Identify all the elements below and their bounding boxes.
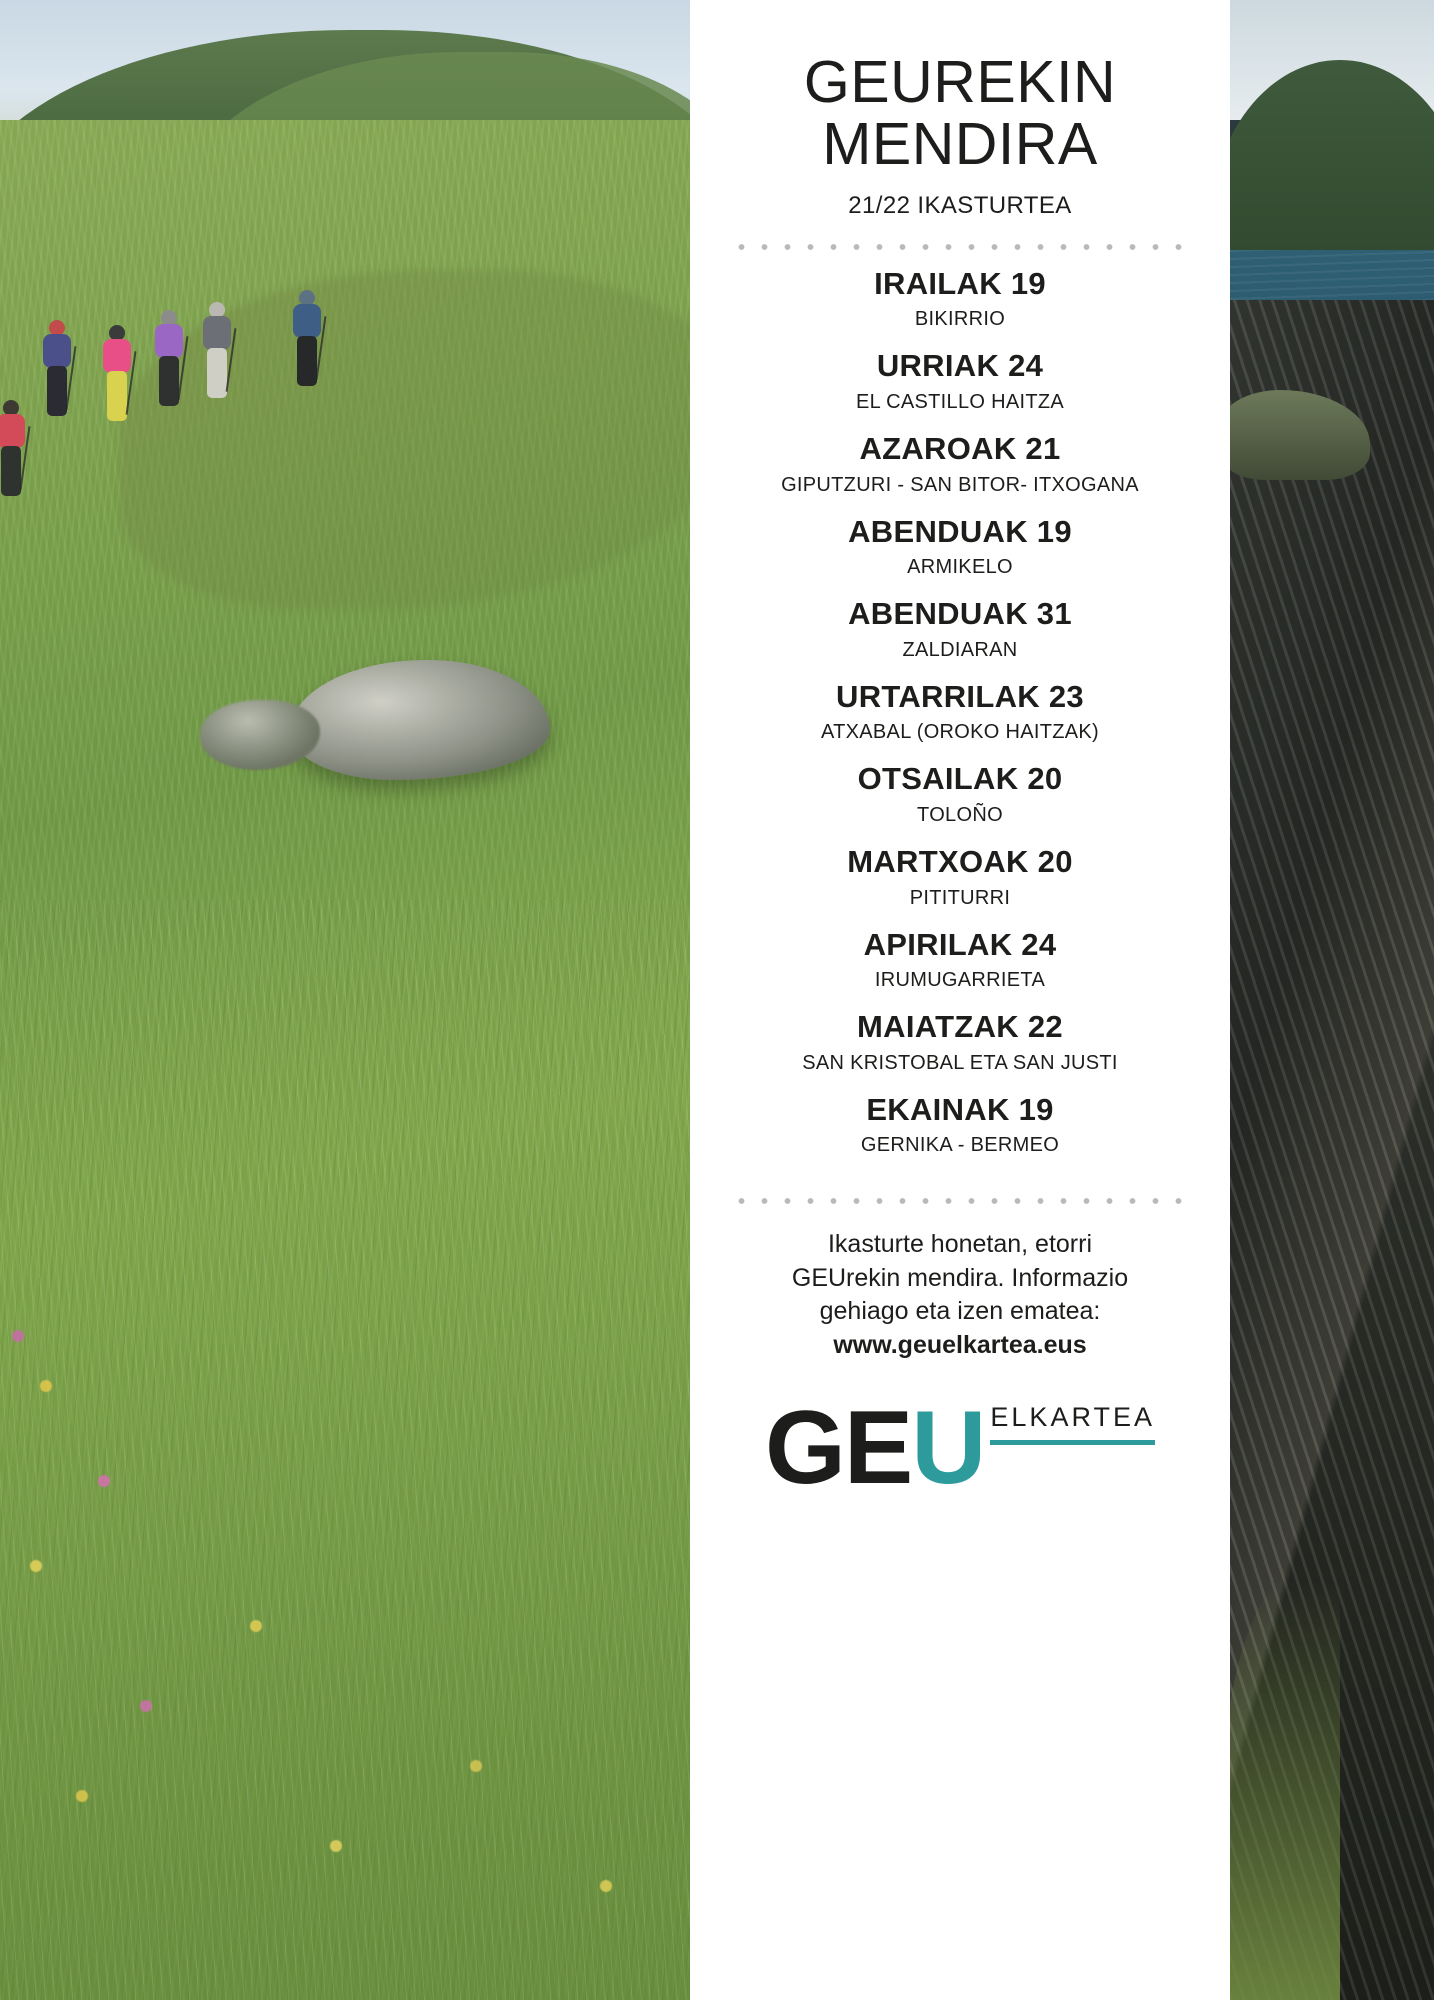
right-photo-vegetation bbox=[1230, 1580, 1340, 2000]
flower bbox=[470, 1760, 482, 1772]
logo-letter-g: G bbox=[765, 1389, 844, 1506]
hiker-legs bbox=[1, 446, 21, 496]
flower bbox=[76, 1790, 88, 1802]
hiker-backpack bbox=[203, 316, 231, 350]
footer-line-3: gehiago eta izen ematea: bbox=[819, 1297, 1101, 1326]
list-item bbox=[848, 596, 1072, 663]
flower bbox=[40, 1380, 52, 1392]
event-place: TOLOÑO bbox=[917, 803, 1003, 826]
event-place: ATXABAL (OROKO HAITZAK) bbox=[820, 721, 1100, 744]
list-item bbox=[802, 1009, 1118, 1076]
event-place: EL CASTILLO HAITZA bbox=[855, 391, 1065, 414]
left-photo-tall-grass bbox=[0, 900, 690, 2000]
hiker-legs bbox=[47, 366, 67, 416]
event-date: IRAILAK 19 bbox=[874, 265, 1046, 301]
page-title-line1: GEUREKIN bbox=[803, 49, 1117, 115]
list-item bbox=[781, 431, 1139, 498]
page-title-line2: MENDIRA bbox=[822, 110, 1098, 177]
right-photo-coast bbox=[1230, 0, 1434, 2000]
event-date: AZAROAK 21 bbox=[859, 431, 1061, 467]
logo-accent-bar bbox=[990, 1440, 1155, 1445]
event-place: BIKIRRIO bbox=[914, 308, 1006, 331]
footer-line-1: Ikasturte honetan, etorri bbox=[827, 1230, 1093, 1259]
hiker-figure bbox=[152, 310, 186, 406]
hiker-backpack bbox=[155, 324, 183, 358]
list-item bbox=[856, 348, 1064, 415]
hiker-figure bbox=[0, 400, 28, 496]
hiker-figure bbox=[290, 290, 324, 386]
website-link[interactable]: www.geuelkartea.eus bbox=[833, 1330, 1087, 1359]
hiker-backpack bbox=[43, 334, 71, 368]
events-list bbox=[712, 266, 1208, 1174]
event-date: APIRILAK 24 bbox=[863, 926, 1057, 962]
event-date: ABENDUAK 19 bbox=[848, 513, 1072, 549]
event-place: ARMIKELO bbox=[907, 556, 1013, 579]
footer-info bbox=[750, 1228, 1170, 1362]
event-date: URRIAK 24 bbox=[876, 348, 1044, 384]
divider-dotted-bottom bbox=[730, 1196, 1190, 1206]
event-date: MAIATZAK 22 bbox=[857, 1009, 1063, 1045]
list-item bbox=[874, 266, 1046, 333]
hiker-backpack bbox=[293, 304, 321, 338]
event-date: EKAINAK 19 bbox=[866, 1091, 1054, 1127]
left-photo-hikers bbox=[0, 0, 690, 2000]
page-subtitle: 21/22 IKASTURTEA bbox=[848, 191, 1072, 219]
divider-dotted-top bbox=[730, 242, 1190, 252]
content-panel bbox=[690, 0, 1230, 2000]
event-date: OTSAILAK 20 bbox=[857, 761, 1063, 797]
list-item bbox=[848, 514, 1072, 581]
event-place: SAN KRISTOBAL ETA SAN JUSTI bbox=[802, 1051, 1118, 1074]
event-date: ABENDUAK 31 bbox=[848, 596, 1072, 632]
event-date: URTARRILAK 23 bbox=[836, 678, 1084, 714]
hiker-figure bbox=[200, 302, 234, 398]
flower bbox=[12, 1330, 24, 1342]
flower bbox=[600, 1880, 612, 1892]
flower bbox=[30, 1560, 42, 1572]
event-date: MARTXOAK 20 bbox=[847, 843, 1073, 879]
hiker-legs bbox=[297, 336, 317, 386]
flower bbox=[250, 1620, 262, 1632]
flower bbox=[98, 1475, 110, 1487]
page-title bbox=[803, 49, 1117, 177]
logo-tagline-block bbox=[990, 1402, 1155, 1491]
event-place: ZALDIARAN bbox=[902, 638, 1018, 661]
flower bbox=[140, 1700, 152, 1712]
footer-line-2: GEUrekin mendira. Informazio bbox=[791, 1263, 1129, 1292]
list-item bbox=[858, 761, 1063, 828]
logo-letter-u: U bbox=[911, 1389, 985, 1506]
list-item bbox=[821, 679, 1099, 746]
event-place: GERNIKA - BERMEO bbox=[860, 1134, 1060, 1157]
list-item bbox=[861, 1092, 1059, 1159]
logo-wordmark bbox=[765, 1389, 985, 1506]
logo-elkartea-text: ELKARTEA bbox=[990, 1402, 1155, 1433]
logo-letter-e: E bbox=[843, 1389, 912, 1506]
hiker-backpack bbox=[103, 339, 131, 373]
hiker-legs bbox=[107, 371, 127, 421]
hiker-figure bbox=[40, 320, 74, 416]
hiker-figure bbox=[100, 325, 134, 421]
flower bbox=[330, 1840, 342, 1852]
hiker-legs bbox=[207, 348, 227, 398]
event-place: PITITURRI bbox=[909, 886, 1011, 909]
list-item bbox=[864, 927, 1057, 994]
hiker-backpack bbox=[0, 414, 25, 448]
geu-elkartea-logo bbox=[712, 1389, 1208, 1506]
hiker-legs bbox=[159, 356, 179, 406]
event-place: GIPUTZURI - SAN BITOR- ITXOGANA bbox=[781, 473, 1139, 496]
event-place: IRUMUGARRIETA bbox=[874, 969, 1046, 992]
list-item bbox=[847, 844, 1073, 911]
